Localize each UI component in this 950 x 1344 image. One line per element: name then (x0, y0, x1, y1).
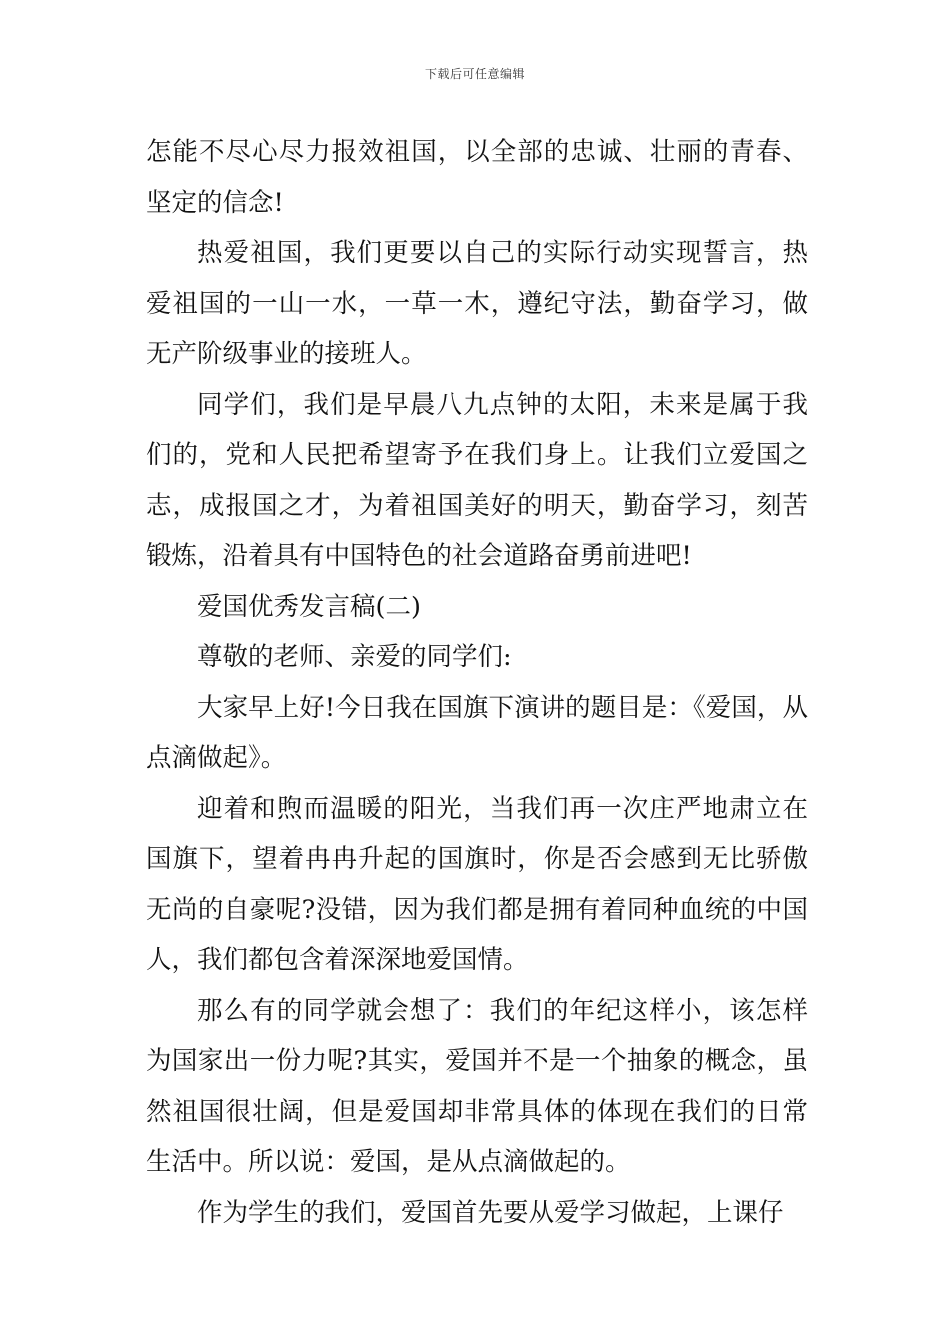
paragraph: 那么有的同学就会想了：我们的年纪这样小，该怎样为国家出一份力呢?其实，爱国并不是一个抽象的概念，虽然祖国很壮阔，但是爱国却非常具体的体现在我们的日常生活中。所以说：爱国，是从点滴做起的。 (146, 995, 808, 1177)
section-title: 爱国优秀发言稿(二) (197, 591, 421, 622)
paragraph: 大家早上好!今日我在国旗下演讲的题目是：《爱国，从点滴做起》。 (146, 692, 808, 773)
document-body (146, 127, 808, 1238)
page-header: 下载后可任意编辑 (424, 67, 525, 81)
paragraph: 热爱祖国，我们更要以自己的实际行动实现誓言，热爱祖国的一山一水，一草一木，遵纪守法，勤奋学习，做无产阶级事业的接班人。 (146, 238, 808, 369)
paragraph: 怎能不尽心尽力报效祖国，以全部的忠诚、壮丽的青春、坚定的信念! (146, 137, 808, 218)
paragraph: 迎着和煦而温暖的阳光，当我们再一次庄严地肃立在国旗下，望着冉冉升起的国旗时，你是否会感到无比骄傲无尚的自豪呢?没错，因为我们都是拥有着同种血统的中国人，我们都包含着深深地爱国情。 (146, 793, 808, 975)
paragraph: 作为学生的我们，爱国首先要从爱学习做起，上课仔 (197, 1197, 784, 1228)
paragraph: 同学们，我们是早晨八九点钟的太阳，未来是属于我们的，党和人民把希望寄予在我们身上。让我们立爱国之志，成报国之才，为着祖国美好的明天，勤奋学习，刻苦锻炼，沿着具有中国特色的社会道路奋勇前进吧! (146, 389, 808, 571)
salutation: 尊敬的老师、亲爱的同学们: (197, 642, 512, 672)
